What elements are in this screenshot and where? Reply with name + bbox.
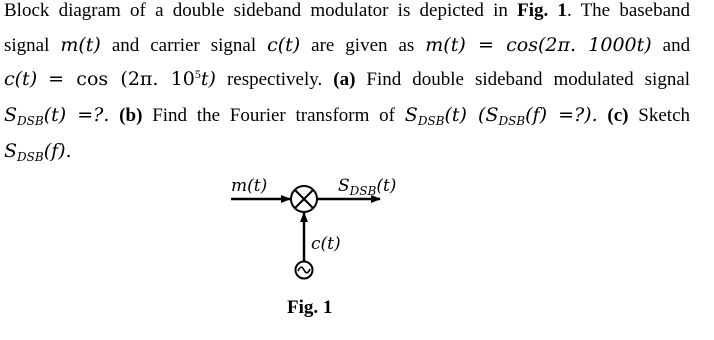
part-a-tag: (a) bbox=[333, 69, 356, 90]
text-baseband: . The baseband bbox=[566, 0, 691, 21]
text-carrier-signal: and carrier signal bbox=[111, 35, 257, 56]
figure-caption: Fig. 1 bbox=[287, 297, 333, 318]
math-s-2: S bbox=[404, 104, 418, 126]
text-part-a: Find double sideband modulated signal bbox=[366, 69, 691, 90]
math-s-of-f: (f). bbox=[43, 140, 72, 162]
output-label bbox=[338, 176, 396, 196]
input-label: m(t) bbox=[231, 176, 268, 196]
output-label-t: (t) bbox=[376, 176, 397, 196]
text-sketch: Sketch bbox=[638, 105, 691, 126]
part-c-tag: (c) bbox=[607, 105, 629, 126]
math-exponent: 5 bbox=[194, 67, 201, 81]
math-m-equation: m(t) = cos(2π. 1000t) bbox=[425, 34, 652, 56]
math-s-of-f-query: (f) =?). bbox=[525, 104, 598, 126]
text-part-b: Find the Fourier transform of bbox=[152, 105, 395, 126]
math-s-of-t-query: (t) =?. bbox=[43, 104, 110, 126]
math-c-of-t: c(t) bbox=[267, 34, 301, 56]
oscillator-icon bbox=[296, 262, 313, 279]
math-s-4: S bbox=[4, 140, 18, 162]
math-c-equation: = cos (2π. 10 bbox=[48, 68, 195, 90]
figure-reference: Fig. 1 bbox=[517, 0, 567, 21]
text-given-as: are given as bbox=[311, 35, 415, 56]
text-respectively: respectively. bbox=[226, 69, 323, 90]
math-sub-dsb-2: DSB bbox=[417, 114, 445, 128]
carrier-label: c(t) bbox=[311, 234, 341, 254]
text-block-diagram: Block diagram of a double sideband modulator is depicted in bbox=[4, 0, 508, 21]
math-sub-dsb-4: DSB bbox=[17, 150, 44, 164]
math-sub-dsb-3: DSB bbox=[498, 114, 526, 128]
math-s-3: S bbox=[485, 104, 499, 126]
math-c-equation-end: t) bbox=[200, 68, 216, 90]
text-signal: signal bbox=[4, 35, 50, 56]
multiplier-icon bbox=[291, 186, 317, 212]
math-s-of-t-paren: (t) ( bbox=[444, 104, 486, 126]
math-m-of-t: m(t) bbox=[60, 34, 101, 56]
output-label-sub: DSB bbox=[349, 184, 377, 198]
part-b-tag: (b) bbox=[119, 105, 143, 126]
math-c-of-t-2: c(t) bbox=[4, 68, 38, 90]
math-sub-dsb: DSB bbox=[17, 114, 44, 128]
text-and: and bbox=[662, 35, 691, 56]
output-label-s: S bbox=[338, 176, 350, 196]
math-s: S bbox=[4, 104, 18, 126]
